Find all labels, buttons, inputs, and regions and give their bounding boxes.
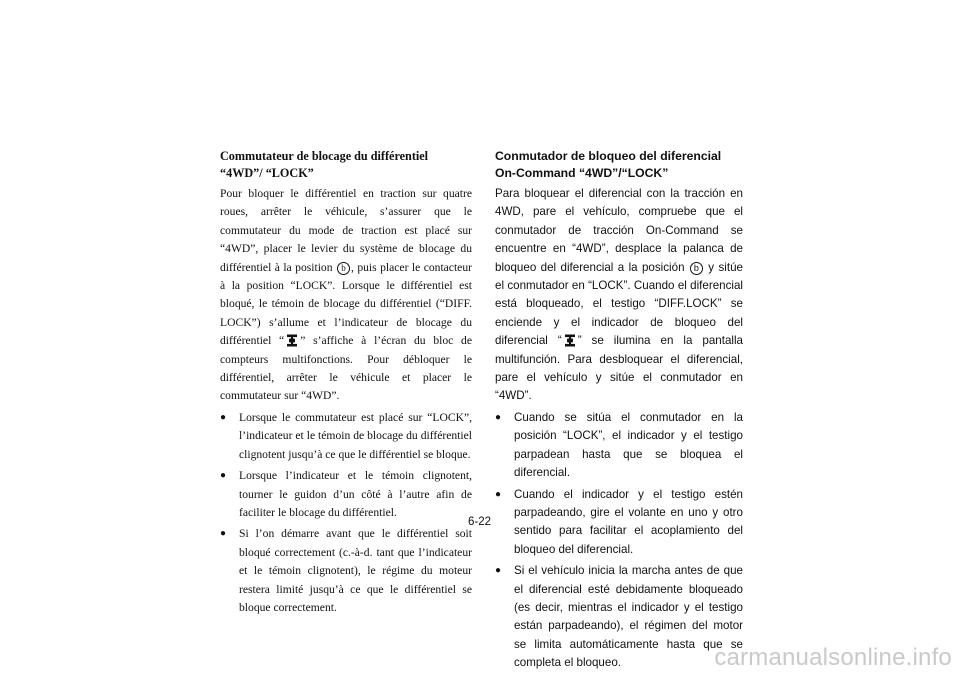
list-item-text: Lorsque l’indicateur et le témoin clignotent, tourner le guidon d’un côté à l’autre afin de faciliter le blocage du différentiel. xyxy=(239,469,472,519)
position-b-symbol: b xyxy=(690,262,703,275)
diff-lock-indicator-icon xyxy=(286,334,298,347)
bullet-marker: ● xyxy=(495,565,502,577)
french-bullet-list xyxy=(220,409,472,617)
spanish-bullet-list xyxy=(495,409,743,673)
list-item xyxy=(220,467,472,522)
spanish-column xyxy=(495,148,743,676)
list-item xyxy=(220,409,472,464)
list-item-text: Si l’on démarre avant que le différentiel soit bloqué correctement (c.-à-d. tant que l’indicateur et le témoin clignotent), le régime du moteur restera limité jusqu’à ce que le différentiel se bloque correctement. xyxy=(239,527,472,614)
french-intro-text-2: , puis placer le contacteur à la position “LOCK”. Lorsque le différentiel est bloqué, le témoin de blocage du différentiel (“DIFF. LOCK”) s’allume et l’indicateur de blocage du différentiel “ xyxy=(220,260,472,348)
bullet-marker: ● xyxy=(220,470,227,482)
french-intro-text-3: ” s’affiche à l’écran du bloc de compteurs multifonctions. Pour débloquer le différentiel, arrêter le véhicule et placer le commutateur sur “4WD”. xyxy=(220,334,472,403)
spanish-intro-paragraph xyxy=(495,185,743,406)
bullet-marker: ● xyxy=(495,488,502,500)
list-item xyxy=(495,486,743,560)
list-item xyxy=(220,525,472,617)
spanish-intro-text-2: y sitúe el conmutador en “LOCK”. Cuando el diferencial está bloqueado, el testigo “DIFF.LOCK” se enciende y el indicador de bloqueo del diferencial “ xyxy=(495,260,743,348)
spanish-intro-text-3: ” se ilumina en la pantalla multifunción. Para desbloquear el diferencial, pare el vehículo y sitúe el conmutador en “4WD”. xyxy=(495,334,743,403)
bullet-marker: ● xyxy=(220,528,227,540)
spanish-heading: Conmutador de bloqueo del diferencial On-Command “4WD”/“LOCK” xyxy=(495,149,722,180)
diff-lock-indicator-icon xyxy=(564,334,576,347)
list-item-text: Lorsque le commutateur est placé sur “LOCK”, l’indicateur et le témoin de blocage du différentiel clignotent jusqu’à ce que le différentiel se bloque. xyxy=(239,410,472,461)
spanish-intro-text-1: Para bloquear el diferencial con la tracción en 4WD, pare el vehículo, compruebe que el conmutador de tracción On-Command se encuentre en “4WD”, desplace la palanca de bloqueo del diferencial a la posición xyxy=(495,187,743,274)
list-item xyxy=(495,562,743,672)
list-item-text: Cuando el indicador y el testigo estén parpadeando, gire el volante en uno y otro sentido para facilitar el acoplamiento del bloqueo del diferencial. xyxy=(514,487,743,556)
page-number: 6-22 xyxy=(468,516,492,528)
french-intro-text-1: Pour bloquer le différentiel en traction sur quatre roues, arrêter le véhicule, s’assurer que le commutateur du mode de traction est placé sur “4WD”, placer le levier du système de blocage du différentiel à la position xyxy=(220,187,472,274)
list-item-text: Cuando se sitúa el conmutador en la posición “LOCK”, el indicador y el testigo parpadean hasta que se bloquea el diferencial. xyxy=(514,410,743,480)
french-column xyxy=(220,148,472,620)
bullet-marker: ● xyxy=(495,411,502,423)
french-heading: Commutateur de blocage du différentiel “4WD”/ “LOCK” xyxy=(220,149,429,180)
list-item xyxy=(495,409,743,483)
bullet-marker: ● xyxy=(220,411,227,423)
watermark: carmanualsonline.info xyxy=(714,644,952,671)
position-b-symbol: b xyxy=(337,262,350,275)
french-intro-paragraph xyxy=(220,185,472,406)
list-item-text: Si el vehículo inicia la marcha antes de que el diferencial esté debidamente bloqueado (es decir, mientras el indicador y el testigo están parpadeando), el régimen del motor se limita automáticamente hasta que se completa el bloqueo. xyxy=(514,564,743,670)
